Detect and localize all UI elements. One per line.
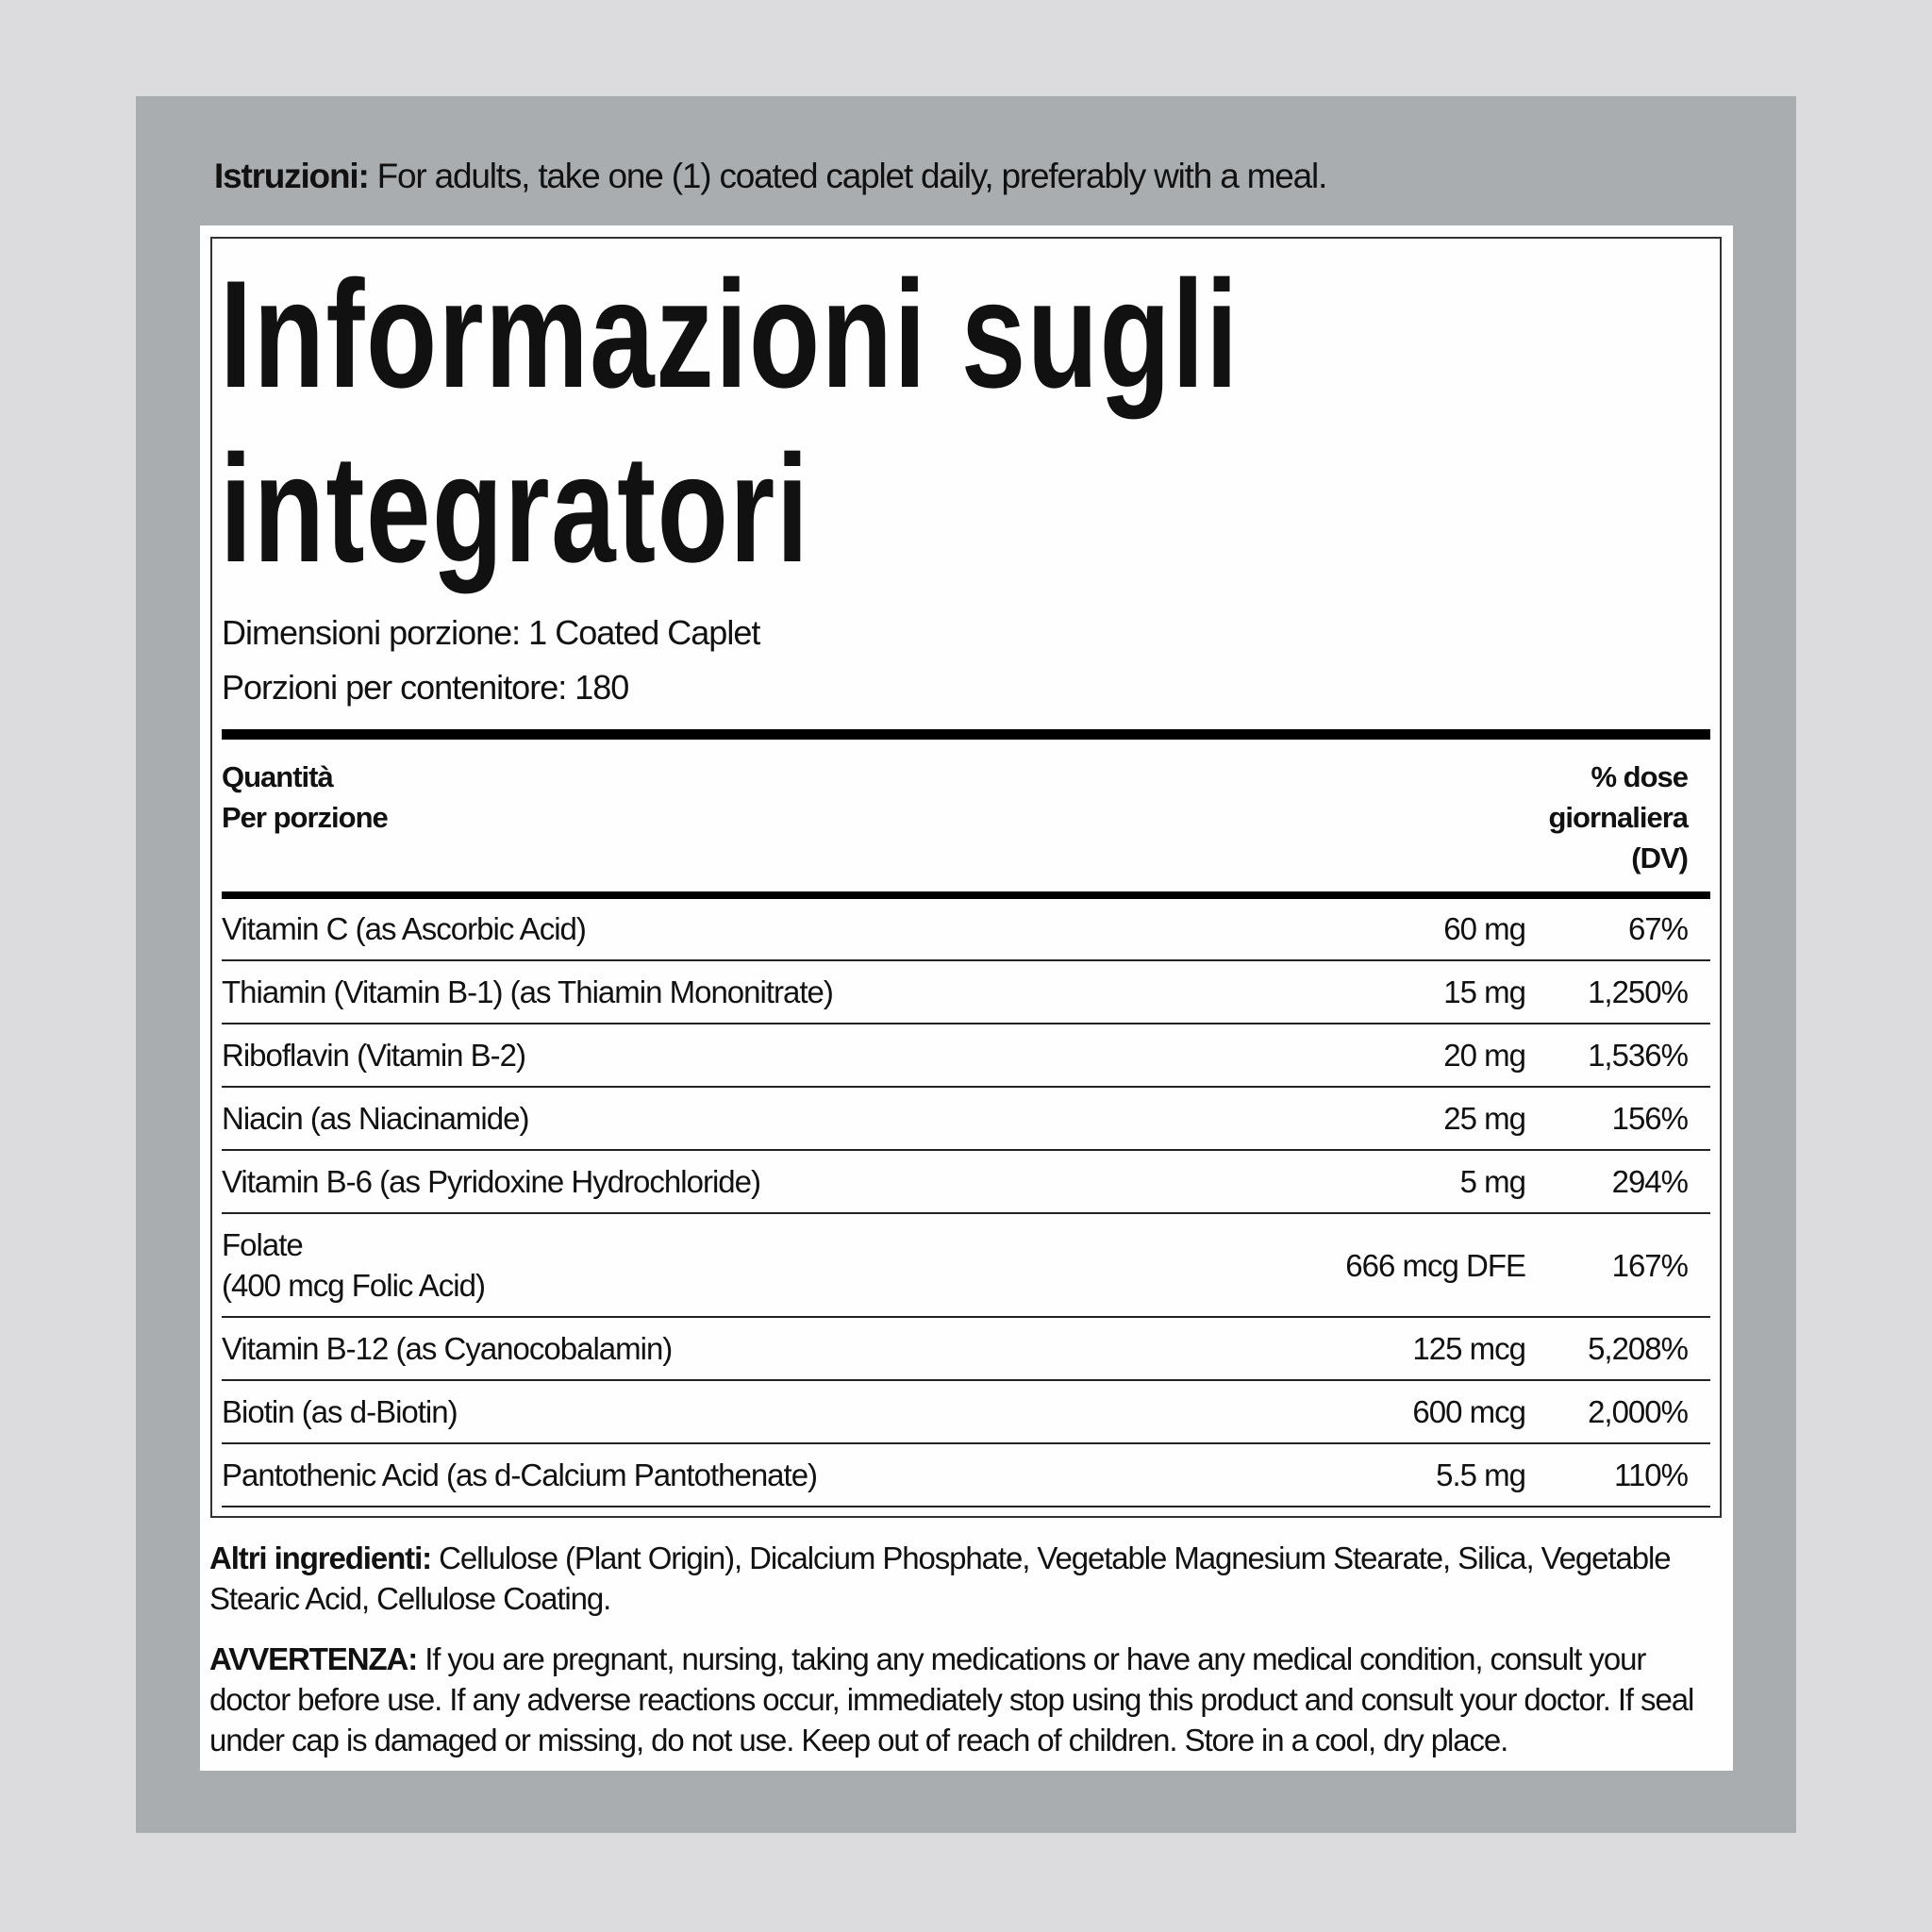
table-row: Niacin (as Niacinamide) 25 mg 156% [222,1088,1710,1151]
instructions: Istruzioni: For adults, take one (1) coated caplet daily, preferably with a meal. [214,157,1327,195]
table-row: Vitamin C (as Ascorbic Acid) 60 mg 67% [222,898,1710,961]
table-row: Biotin (as d-Biotin) 600 mcg 2,000% [222,1381,1710,1444]
thick-divider [222,729,1710,740]
servings-per-container: Porzioni per contenitore: 180 [222,668,629,707]
serving-size: Dimensioni porzione: 1 Coated Caplet [222,613,760,652]
table-row: Vitamin B-6 (as Pyridoxine Hydrochloride) 5 mg 294% [222,1151,1710,1214]
table-row: Pantothenic Acid (as d-Calcium Pantothenate) 5.5 mg 110% [222,1444,1710,1507]
amount-header: Quantità Per porzione [222,760,388,834]
table-row: Thiamin (Vitamin B-1) (as Thiamin Mononitrate) 15 mg 1,250% [222,961,1710,1024]
other-ingredients: Altri ingredienti: Cellulose (Plant Origin), Dicalcium Phosphate, Vegetable Magnesium Stearate, Silica, Vegetable Stearic Acid, Cellulose Coating. [209,1541,1671,1616]
table-row: Vitamin B-12 (as Cyanocobalamin) 125 mcg 5,208% [222,1318,1710,1381]
warning: AVVERTENZA: If you are pregnant, nursing, taking any medications or have any medical condition, consult your doctor before use. If any adverse reactions occur, immediately stop using this product and consult your doctor. If seal under cap is damaged or missing, do not use. Keep out of reach of children. Store in a cool, dry place. [209,1641,1694,1757]
table-row: Folate (400 mcg Folic Acid) 666 mcg DFE 167% [222,1214,1710,1318]
table-row: Riboflavin (Vitamin B-2) 20 mg 1,536% [222,1024,1710,1088]
facts-title: Informazioni sugli integratori [220,249,1240,594]
nutrient-table [222,898,1710,1507]
dv-header: % dose giornaliera (DV) [1548,760,1688,874]
